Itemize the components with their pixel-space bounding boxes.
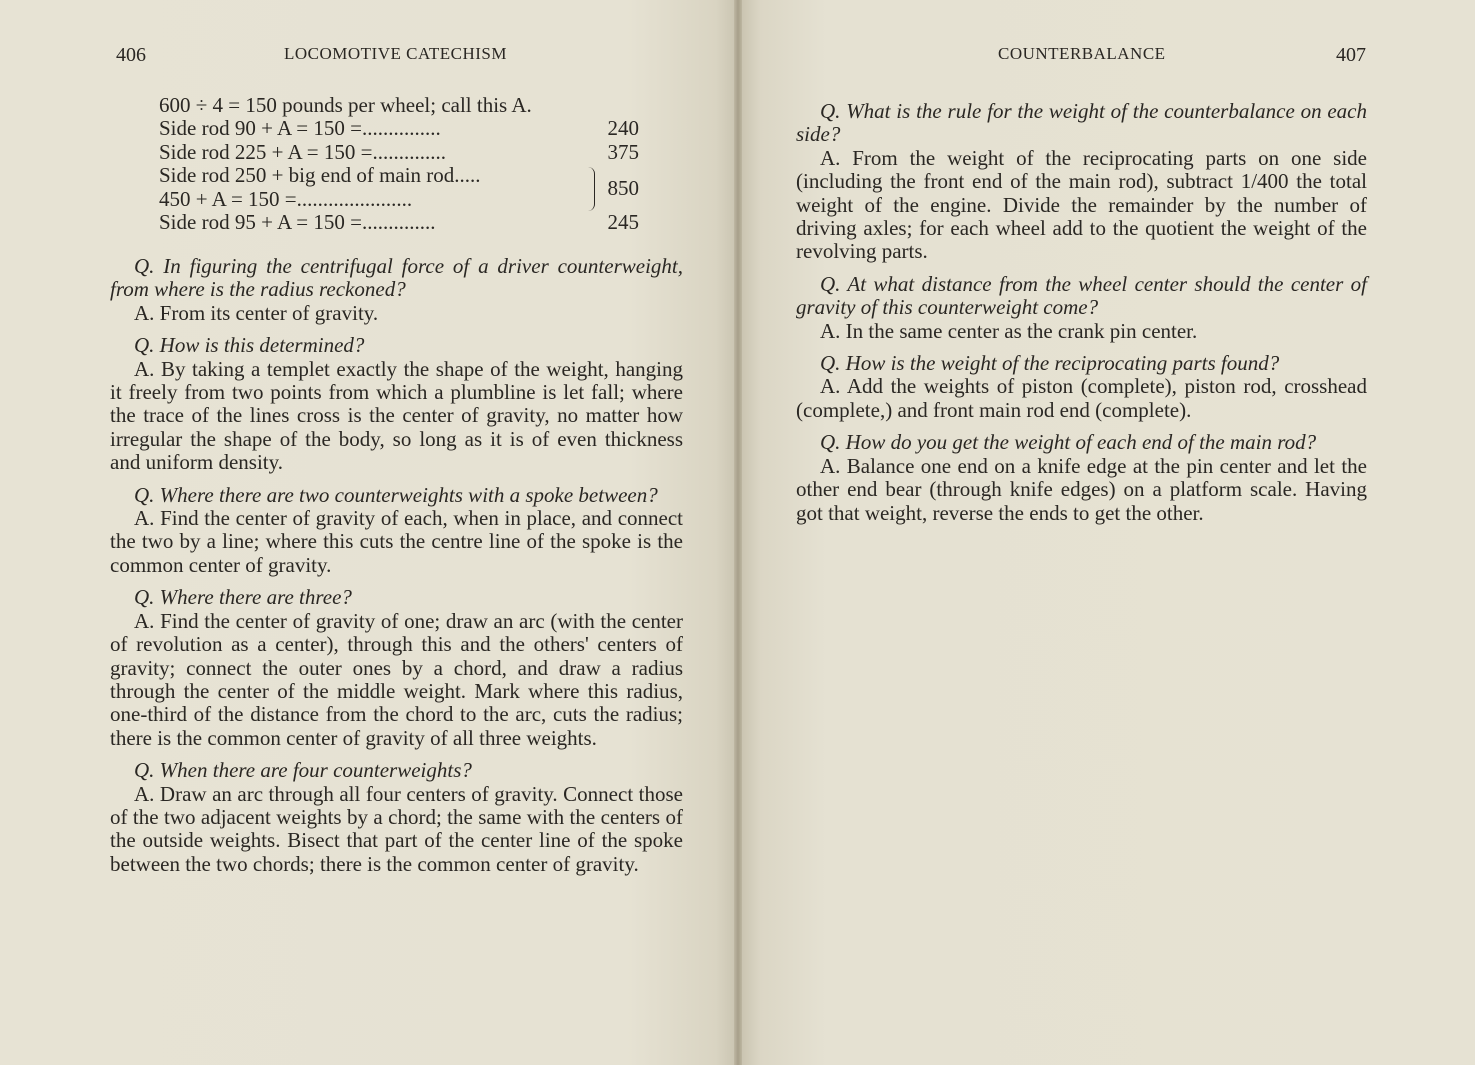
calc-row: [159, 211, 639, 234]
brace-value: 850: [607, 176, 639, 200]
answer-paragraph: A. From the weight of the reciprocating parts on one side (including the front end of the main rod), subtract 1/400 the total weight of the engine. Divide the remainder by the number of driving axles; for each wheel add to the quotient the weight of the revolving parts.: [796, 145, 1367, 264]
question-paragraph: Q. In figuring the centrifugal force of a driver counterweight, from where is the radius reckoned?: [110, 254, 683, 302]
question-paragraph: Q. How is the weight of the reciprocating parts found?: [820, 351, 1280, 376]
calc-value: 245: [607, 210, 639, 235]
calc-row: [159, 188, 639, 211]
book-gutter: [734, 0, 742, 1065]
question-paragraph: Q. What is the rule for the weight of the counterbalance on each side?: [796, 99, 1367, 147]
right-body-text: [796, 91, 1367, 525]
question-paragraph: Q. How do you get the weight of each end of the main rod?: [820, 430, 1317, 455]
calc-value: 240: [607, 116, 639, 141]
answer-paragraph: A. From its center of gravity.: [134, 300, 379, 325]
calc-expr: Side rod 250 + big end of main rod.....: [159, 163, 481, 188]
left-page-number: 406: [116, 44, 146, 66]
answer-paragraph: A. Add the weights of piston (complete), piston rod, crosshead (complete,) and front main rod end (complete).: [796, 374, 1367, 422]
calc-expr: Side rod 95 + A = 150 =..............: [159, 210, 436, 235]
calc-expr: Side rod 225 + A = 150 =..............: [159, 139, 446, 164]
answer-paragraph: A. Draw an arc through all four centers of gravity. Connect those of the two adjacent weights by a chord; the same with the centers of the outside weights. Bisect that part of the center line of the spoke between the two chords; there is the common center of gravity.: [110, 781, 683, 876]
left-body-text: [110, 246, 683, 876]
curly-brace: [588, 167, 595, 211]
right-page-number: 407: [1336, 44, 1366, 66]
calc-row: [159, 117, 639, 140]
question-paragraph: Q. Where there are two counterweights with a spoke between?: [134, 482, 658, 507]
calc-expr: 450 + A = 150 =......................: [159, 186, 413, 211]
calc-row: [159, 164, 639, 187]
question-paragraph: Q. How is this determined?: [134, 333, 365, 358]
answer-paragraph: A. By taking a templet exactly the shape of the weight, hanging it freely from two points from which a plumbline is let fall; where the trace of the lines cross is the center of gravity, no matter how irregular the shape of the body, so long as it is of even thickness and uniform density.: [110, 356, 683, 475]
answer-paragraph: A. Find the center of gravity of each, when in place, and connect the two by a line; where this cuts the centre line of the spoke is the common center of gravity.: [110, 506, 683, 577]
answer-paragraph: A. Find the center of gravity of one; draw an arc (with the center of revolution as a center), through this and the others' centers of gravity; connect the outer ones by a chord, and draw a radius through the center of the middle weight. Mark where this radius, one-third of the distance from the chord to the arc, cuts the radius; there is the common center of gravity of all three weights.: [110, 608, 683, 750]
answer-paragraph: A. Balance one end on a knife edge at the pin center and let the other end bear (through knife edges) on a platform scale. Having got that weight, reverse the ends to get the other.: [796, 453, 1367, 525]
calc-row: [159, 141, 639, 164]
left-running-head: LOCOMOTIVE CATECHISM: [284, 44, 507, 63]
answer-paragraph: A. In the same center as the crank pin center.: [820, 318, 1198, 343]
calculation-block: [159, 94, 639, 234]
question-paragraph: Q. Where there are three?: [134, 585, 352, 610]
calc-intro: 600 ÷ 4 = 150 pounds per wheel; call this A.: [159, 93, 532, 117]
calc-expr: Side rod 90 + A = 150 =...............: [159, 116, 441, 141]
right-running-head: COUNTERBALANCE: [998, 44, 1166, 63]
question-paragraph: Q. At what distance from the wheel center should the center of gravity of this counterweight come?: [796, 271, 1367, 320]
calc-value: 375: [607, 139, 639, 164]
question-paragraph: Q. When there are four counterweights?: [134, 758, 472, 783]
